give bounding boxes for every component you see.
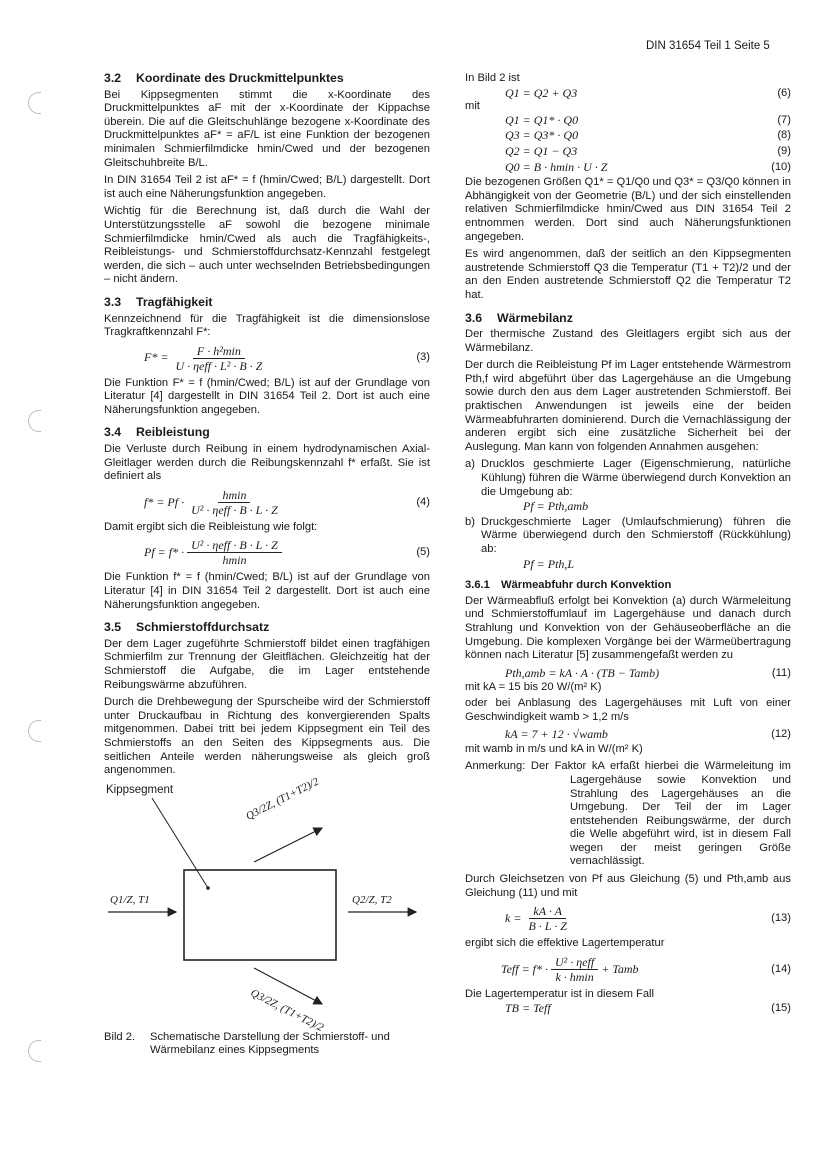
paragraph: Der thermische Zustand des Gleitlagers ergibt sich aus der Wärmebilanz. <box>465 328 791 354</box>
section-heading: 3.3 Tragfähigkeit <box>104 294 213 309</box>
section-heading: 3.2 Koordinate des Druckmittelpunktes <box>104 71 344 85</box>
inflow-label: Q1/Z, T1 <box>110 893 150 906</box>
outflow-label: Q2/Z, T2 <box>352 893 392 906</box>
equation-b: Pf = Pth,L <box>523 556 575 571</box>
figure-kippsegment <box>104 775 430 1034</box>
side-flow-arrow-top <box>254 828 322 862</box>
equation-12: kA = 7 + 12 · √wamb (12) <box>505 727 791 742</box>
paragraph: Damit ergibt sich die Reibleistung wie folgt: <box>104 520 318 533</box>
equation-7: Q1 = Q1* · Q0 (7) <box>505 112 791 127</box>
section-heading: 3.5 Schmierstoffdurchsatz <box>104 620 270 635</box>
paragraph: Kennzeichnend für die Tragfähigkeit ist die dimensionslose Tragkraftkennzahl F*: <box>104 312 430 339</box>
section-heading: 3.6 Wärmebilanz <box>465 310 573 325</box>
note: Anmerkung: Der Faktor kA erfaßt hierbei die Wärmeleitung im Lagergehäuse sowie Konvektion und Strahlung des Lagergehäuses an die Umgebung. Der Teil der im Lager entstehenden Reibungswärme, der durch die Welle abgeführt wird, ist in diesem Fall wegen der meist geringen Größe vernachlässigt. <box>465 760 791 868</box>
list-item: a) Drucklos geschmierte Lager (Eigenschmierung, natürliche Kühlung) führen die Wärme überwiegend durch Konvektion an die Umgebung ab: <box>465 458 791 498</box>
paragraph: In Bild 2 ist <box>465 72 520 84</box>
paragraph: ergibt sich die effektive Lagertemperatur <box>465 937 665 950</box>
paragraph: mit <box>465 100 480 113</box>
section-heading: 3.4 Reibleistung <box>104 425 210 440</box>
paragraph: Der durch die Reibleistung Pf im Lager entstehende Wärmestrom Pth,f wird abgeführt über das Lagergehäuse an die Umgebung sowie durch den aus dem Lager austretenden Schmierstoff. Bei praktischen Anwendungen ist jeweils eine der beiden Wärmeabfuhrarten dominierend. Durch die Vernachlässigung der anderen ergibt sich eine zusätzliche Sicherheit bei der Auslegung. Man kann von folgenden Annahmen ausgehen: <box>465 359 791 453</box>
paragraph: Durch die Drehbewegung der Spurscheibe wird der Schmierstoff unter Druckaufbau in Richtung des konvergierenden Spalts mitgenommen. Dabei tritt bei jedem Kippsegment ein Teil des Schmierstoffs an den Seiten des Kippsegments aus. Die seitlichen Anteile werden näherungsweise als gleich groß angenommen. <box>104 696 430 777</box>
paragraph: Die Lagertemperatur ist in diesem Fall <box>465 987 655 1000</box>
equation-15: TB = Teff (15) <box>505 1001 791 1016</box>
segment-rectangle <box>184 870 336 960</box>
paragraph: mit kA = 15 bis 20 W/(m² K) <box>465 681 602 694</box>
left-column <box>104 72 430 1058</box>
paragraph: Bei Kippsegmenten stimmt die x-Koordinate des Druckmittelpunktes aF mit der x-Koordinate der Kippachse überein. Die auf die Gleitschuhlänge bezogene x-Koordinate des Druckmittelpunktes aF* = aF/L ist eine Funktion der bezogenen minimalen Schmierfilmdicke hmin/Cwed und der bezogenen Gleitschuhbreite B/L. <box>104 88 430 169</box>
paragraph: In DIN 31654 Teil 2 ist aF* = f (hmin/Cwed; B/L) dargestellt. Dort ist auch eine Näherungsfunktion angegeben. <box>104 174 430 200</box>
paragraph: oder bei Anblasung des Lagergehäuses mit Luft von einer Geschwindigkeit wamb > 1,2 m/s <box>465 696 791 723</box>
equation-9: Q2 = Q1 − Q3 (9) <box>505 143 791 158</box>
assumption-list <box>465 458 791 571</box>
equation-5: Pf = f* · $\frac{\text{U² · ηeff · B · L · Z}}{hmin}$ (5) <box>144 538 430 568</box>
equation-a: Pf = Pth,amb <box>523 499 589 514</box>
page-header: DIN 31654 Teil 1 Seite 5 <box>646 40 770 52</box>
paragraph: Die Funktion f* = f (hmin/Cwed; B/L) ist auf der Grundlage von Literatur [4] in DIN 31654 Teil 2 dargestellt. Dort ist auch eine Näherungsfunktion angegeben. <box>104 571 430 611</box>
side-flow-label-bottom: Q3/2Z, (T1+T2)/2 <box>248 986 326 1034</box>
paragraph: Die Verluste durch Reibung in einem hydrodynamischen Axial-Gleitlager werden durch die Reibungskennzahl f* erfaßt. Sie ist definiert als <box>104 443 430 483</box>
equation-6: Q1 = Q2 + Q3 (6) <box>505 85 791 100</box>
equation-13: k = $\frac{kA \cdot A}{B \cdot L \cdot Z}$ (13) <box>505 904 791 934</box>
punch-mark <box>28 1040 41 1062</box>
paragraph: Die bezogenen Größen Q1* = Q1/Q0 und Q3* = Q3/Q0 können in Abhängigkeit von der Geometrie (B/L) und der sich einstellenden relativen Schmierfilmdicke hmin/Cwed aus DIN 31654 Teil 2 entnommen werden. Dort sind auch Näherungsfunktionen angegeben. <box>465 176 791 243</box>
punch-mark <box>28 720 41 742</box>
side-flow-label-top: Q3/2Z, (T1+T2)/2 <box>244 775 321 823</box>
segment-leader-line <box>152 798 208 888</box>
equation-14: Teff = f* · $\frac{\text{U² · ηeff}}{k \cdot hmin}$ + Tamb (14) <box>501 954 791 984</box>
equation-11: Pth,amb = kA · A · (TB − Tamb) (11) <box>505 665 791 680</box>
paragraph: Der Wärmeabfluß erfolgt bei Konvektion (a) durch Wärmeleitung und Schmierstoffumlauf im Lagergehäuse und danach durch Strahlung und Konvektion von der Gehäuseoberfläche an die Umgebung. Die komplexen Vorgänge bei der Wärmeübertragung können nach Literatur [5] zusammengefaßt werden zu <box>465 594 791 662</box>
paragraph: Durch Gleichsetzen von Pf aus Gleichung (5) und Pth,amb aus Gleichung (11) und mit <box>465 873 791 899</box>
subsection-heading: 3.6.1 Wärmeabfuhr durch Konvektion <box>465 579 672 592</box>
right-column <box>465 72 791 1016</box>
equation-10: Q0 = B · hmin · U · Z (10) <box>505 159 791 174</box>
paragraph: Wichtig für die Berechnung ist, daß durch die Wahl der Unterstützungsstelle aF sowohl die bezogene minimale Schmierfilmdicke hmin/Cwed als auch die Tragfähigkeits-, Reibleistungs- und Schmierstoffdurchsatz-Kennzahl festgelegt werden, die sich – auch unter wechselnden Betriebsbedingungen – nicht ändern. <box>104 205 430 286</box>
paragraph: mit wamb in m/s und kA in W/(m² K) <box>465 742 643 755</box>
paragraph: Der dem Lager zugeführte Schmierstoff bildet einen tragfähigen Schmierfilm zur Trennung der Gleitflächen. Gleichzeitig hat der Schmierstoff die Aufgabe, die im Lager entstehende Reibungswärme abzuführen. <box>104 637 430 691</box>
equation-8: Q3 = Q3* · Q0 (8) <box>505 128 791 143</box>
list-item: b) Druckgeschmierte Lager (Umlaufschmierung) führen die Wärme überwiegend durch den Schmierstoff (Rückkühlung) ab: <box>465 515 791 555</box>
segment-label: Kippsegment <box>106 783 174 796</box>
figure-caption: Bild 2. Schematische Darstellung der Schmierstoff- und Wärmebilanz eines Kippsegments <box>104 1030 390 1057</box>
punch-mark <box>28 92 41 114</box>
equation-4: f* = Pf · $\frac{hmin}{\text{U² · ηeff · B · L · Z}}$ (4) <box>144 487 430 517</box>
punch-mark <box>28 410 41 432</box>
paragraph: Die Funktion F* = f (hmin/Cwed; B/L) ist auf der Grundlage von Literatur [4] dargestellt in DIN 31654 Teil 2. Dort ist auch eine Näherungsfunktion angegeben. <box>104 376 430 416</box>
equation-3: F* = $\frac{\text{F · h²min}}{\text{U · ηeff · L² · B · Z}}$ (3) <box>144 343 430 373</box>
paragraph: Es wird angenommen, daß der seitlich an den Kippsegmenten austretende Schmierstoff Q3 die Temperatur (T1 + T2)/2 und der an den Enden austretende Schmierstoff Q2 die Temperatur T2 hat. <box>465 248 791 301</box>
